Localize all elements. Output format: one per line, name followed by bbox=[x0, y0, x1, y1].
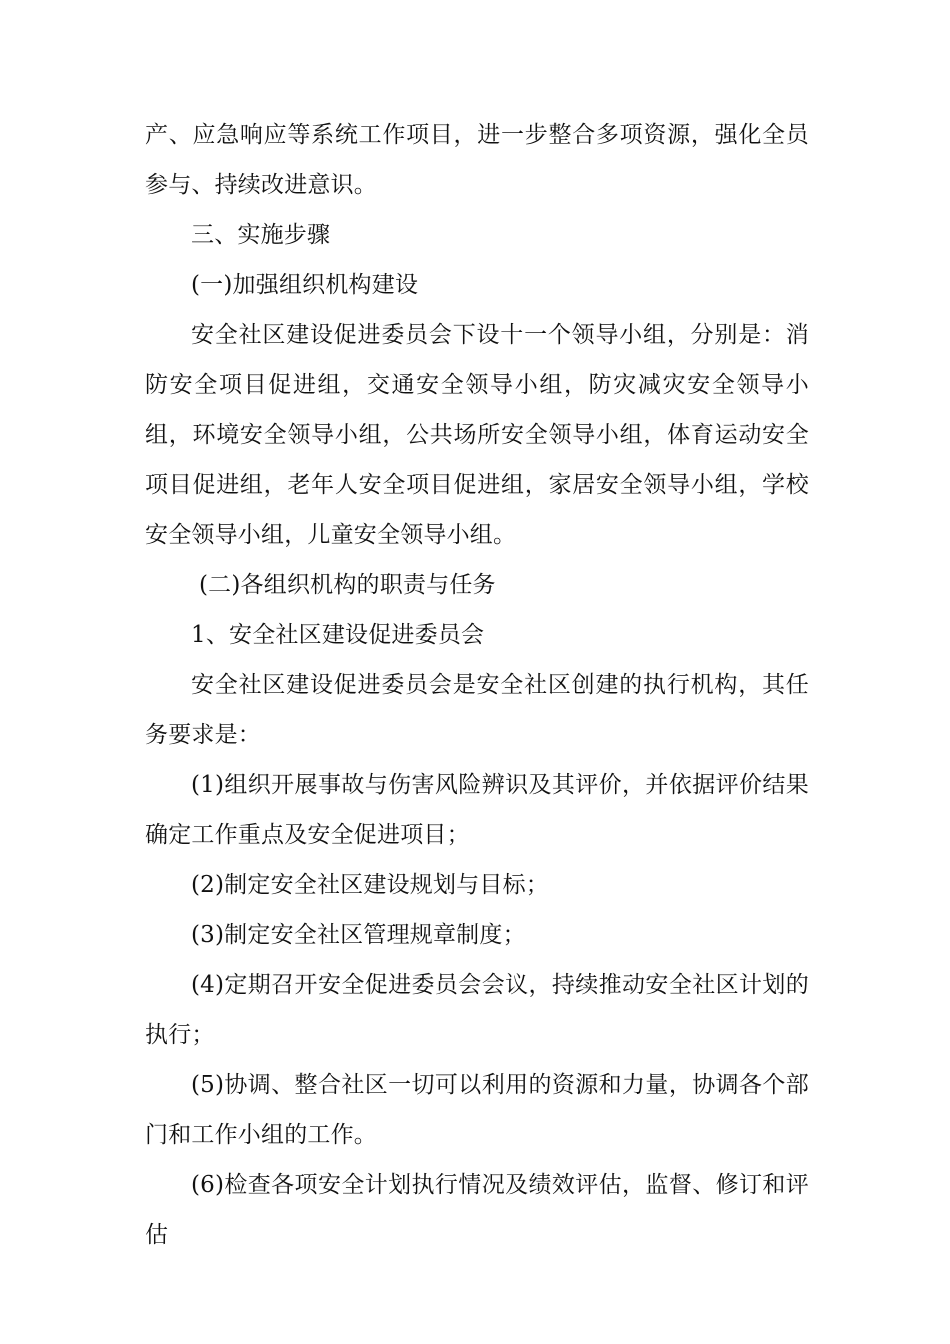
paragraph-leadership-groups: 安全社区建设促进委员会下设十一个领导小组，分别是：消防安全项目促进组，交通安全领导小组，防灾减灾安全领导小组，环境安全领导小组，公共场所安全领导小组，体育运动安全项目促进组，老年人安全项目促进组，家居安全领导小组，学校安全领导小组，儿童安全领导小组。 bbox=[145, 322, 809, 548]
paragraph-committee-description: 安全社区建设促进委员会是安全社区创建的执行机构，其任务要求是： bbox=[145, 672, 809, 748]
list-item-5: (5)协调、整合社区一切可以利用的资源和力量，协调各个部门和工作小组的工作。 bbox=[145, 1072, 809, 1148]
list-item-3: (3)制定安全社区管理规章制度； bbox=[191, 922, 526, 948]
list-item-4: (4)定期召开安全促进委员会会议，持续推动安全社区计划的执行； bbox=[145, 972, 809, 1048]
item-heading-committee: 1、安全社区建设促进委员会 bbox=[191, 622, 485, 648]
subsection-heading-responsibilities: (二)各组织机构的职责与任务 bbox=[199, 572, 496, 598]
list-item-2: (2)制定安全社区建设规划与目标； bbox=[191, 872, 549, 898]
subsection-heading-organization: (一)加强组织机构建设 bbox=[191, 272, 419, 298]
list-item-1: (1)组织开展事故与伤害风险辨识及其评价，并依据评价结果确定工作重点及安全促进项目； bbox=[145, 772, 809, 848]
paragraph-continuation: 产、应急响应等系统工作项目，进一步整合多项资源，强化全员参与、持续改进意识。 bbox=[145, 122, 809, 198]
section-heading-implementation-steps: 三、实施步骤 bbox=[191, 222, 331, 248]
list-item-6: (6)检查各项安全计划执行情况及绩效评估，监督、修订和评估 bbox=[145, 1172, 809, 1248]
document-body bbox=[145, 110, 809, 1260]
